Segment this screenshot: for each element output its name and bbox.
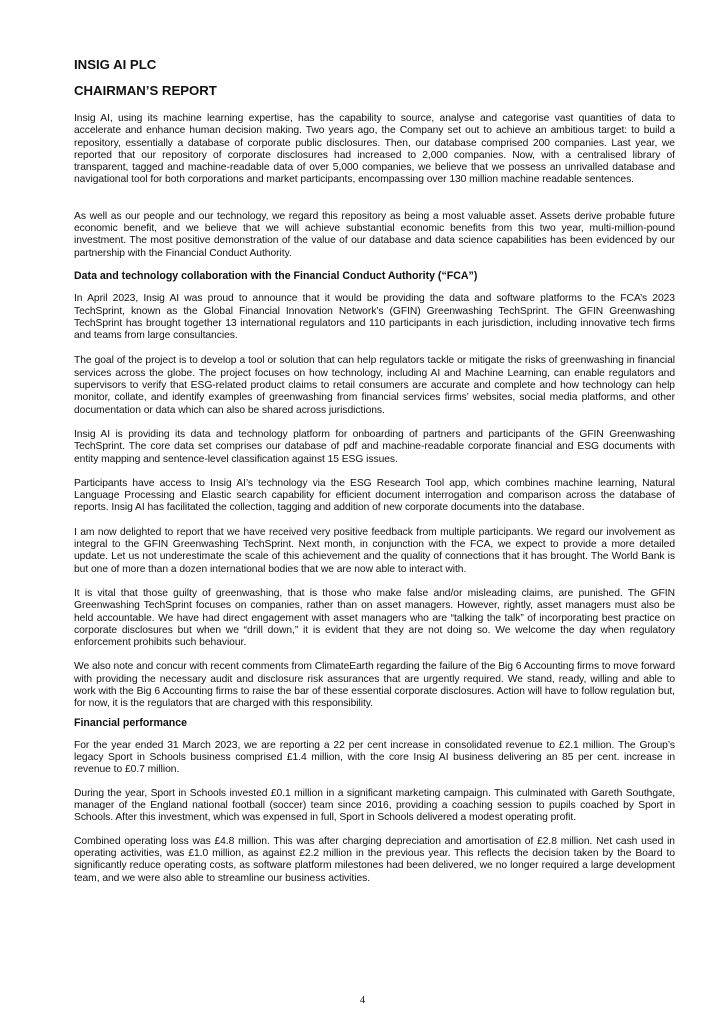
page-number: 4 [359, 994, 366, 1006]
document-body [74, 0, 675, 885]
section-heading-financial: Financial performance [74, 716, 188, 729]
paragraph: In April 2023, Insig AI was proud to announce that it would be providing the data and software platforms to the FCA’s 2023 TechSprint, known as the Global Financial Innovation Network’s (GFIN) Greenwashing TechSprint. The GFIN Greenwashing TechSprint has brought together 13 international regulators and 110 participants in each jurisdiction, including innovative tech firms and teams from large consultancies. [74, 293, 675, 342]
paragraph: I am now delighted to report that we have received very positive feedback from multiple participants. We regard our involvement as integral to the GFIN Greenwashing TechSprint. Next month, in conjunction with the FCA, we expect to provide a more detailed update. Let us not underestimate the scale of this achievement and the quality of connections that it has brought. The World Bank is but one of more than a dozen international bodies that we are now able to interact with. [74, 526, 675, 575]
paragraph: Combined operating loss was £4.8 million. This was after charging depreciation and amortisation of £2.8 million. Net cash used in operating activities, was £1.0 million, as against £2.2 million in the previous year. This reflects the decision taken by the Board to significantly reduce operating costs, as software platform milestones had been delivered, we no longer required a large development team, and we were also able to streamline our business activities. [74, 835, 675, 884]
page-title: CHAIRMAN’S REPORT [74, 83, 217, 98]
paragraph: During the year, Sport in Schools invested £0.1 million in a significant marketing campaign. This culminated with Gareth Southgate, manager of the England national football (soccer) team since 2016, providing a coaching session to pupils coached by Sport in Schools. After this investment, which was expensed in full, Sport in Schools delivered a modest operating profit. [74, 787, 675, 824]
paragraph: Insig AI, using its machine learning expertise, has the capability to source, analyse and categorise vast quantities of data to accelerate and enhance human decision making. Two years ago, the Company set out to achieve an ambitious target: to build a repository, essentially a database of corporate public disclosures. Then, our database comprised 200 companies. Last year, we reported that our repository of corporate disclosures had increased to 2,000 companies. Now, with a centralised library of transparent, tagged and machine-readable data of over 5,000 companies, we believe that we possess an unrivalled database and navigational tool for both corporations and market participants, encompassing over 130 million machine readable sentences. [74, 113, 675, 186]
paragraph: For the year ended 31 March 2023, we are reporting a 22 per cent increase in consolidated revenue to £2.1 million. The Group’s legacy Sport in Schools business comprised £1.4 million, with the core Insig AI business delivering an 85 per cent. increase in revenue to £0.7 million. [74, 739, 675, 776]
paragraph: It is vital that those guilty of greenwashing, that is those who make false and/or misleading claims, are punished. The GFIN Greenwashing TechSprint focuses on companies, rather than on asset managers. However, rightly, asset managers must also be held accountable. We have had direct engagement with asset managers who are “talking the talk” of incorporating best practice on corporate disclosures but when we “drill down,” it is evident that they are not doing so. We welcome the day when regulatory enforcement prohibits such behaviour. [74, 587, 675, 649]
paragraph: As well as our people and our technology, we regard this repository as being a most valuable asset. Assets derive probable future economic benefit, and we believe that we will achieve substantial economic benefits from this two year, multi-million-pound investment. The most positive demonstration of the value of our database and data science capabilities has been evidenced by our partnership with the Financial Conduct Authority. [74, 210, 675, 259]
paragraph: Insig AI is providing its data and technology platform for onboarding of partners and participants of the GFIN Greenwashing TechSprint. The core data set comprises our database of pdf and machine-readable corporate financial and ESG documents with entity mapping and sentence-level classification against 15 ESG issues. [74, 428, 675, 465]
paragraph: We also note and concur with recent comments from ClimateEarth regarding the failure of the Big 6 Accounting firms to move forward with providing the necessary audit and disclosure risk assurances that are urgently required. We stand, ready, willing and able to work with the Big 6 Accounting firms to raise the bar of these essential corporate disclosures. Action will have to follow regulation but, for now, it is the regulators that are charged with this responsibility. [74, 661, 675, 710]
section-heading-fca: Data and technology collaboration with the Financial Conduct Authority (“FCA”) [74, 269, 478, 282]
company-name: INSIG AI PLC [74, 57, 157, 72]
paragraph: Participants have access to Insig AI’s technology via the ESG Research Tool app, which combines machine learning, Natural Language Processing and Elastic search capability for efficient document interrogation and comparison across the database of reports. Insig AI has facilitated the collection, tagging and addition of new corporate documents into the database. [74, 477, 675, 514]
paragraph: The goal of the project is to develop a tool or solution that can help regulators tackle or mitigate the risks of greenwashing in financial services across the globe. The project focuses on how technology, including AI and Machine Learning, can enable regulators and supervisors to verify that ESG-related product claims to retail consumers are accurate and complete and how technology can help monitor, collate, and identify examples of greenwashing from financial services firms’ websites, social media platforms, and other documentation or data which can also be shared across jurisdictions. [74, 355, 675, 416]
